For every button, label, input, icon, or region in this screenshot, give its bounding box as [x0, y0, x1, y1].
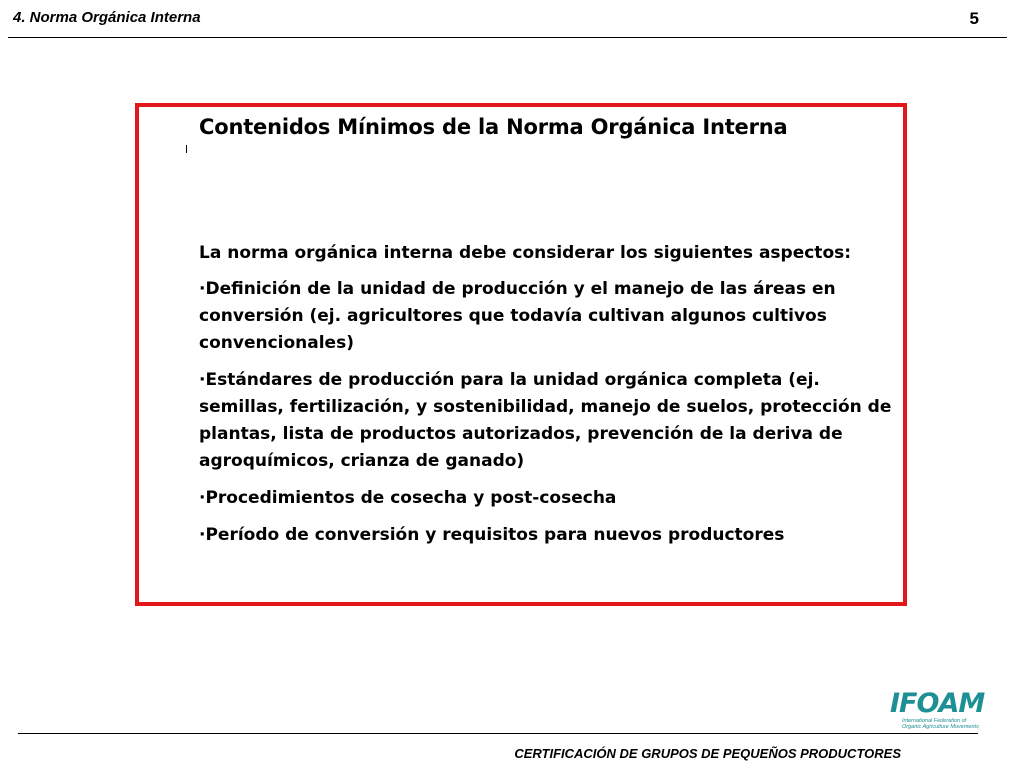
logo-wordmark: IFOAM	[890, 688, 985, 719]
page-number: 5	[969, 9, 979, 28]
logo-subtext-line1: International Federation of	[902, 718, 967, 724]
footer-divider	[18, 733, 978, 734]
intro-text: La norma orgánica interna debe considerar los siguientes aspectos:	[199, 243, 852, 263]
list-item: ·Procedimientos de cosecha y post-cosecha	[199, 488, 617, 508]
text-cursor-mark	[186, 145, 187, 153]
body-text	[199, 240, 899, 559]
slide-section-title: 4. Norma Orgánica Interna	[13, 9, 201, 26]
header-divider	[8, 37, 1007, 38]
list-item: ·Período de conversión y requisitos para nuevos productores	[199, 525, 785, 545]
list-item: ·Estándares de producción para la unidad orgánica completa (ej. semillas, fertilización, y sostenibilidad, manejo de suelos, protección de plantas, lista de productos autorizados, prevención de la deriva de agroquímicos, crianza de ganado)	[199, 370, 892, 471]
ifoam-logo	[890, 690, 988, 730]
logo-subtext-line2: Organic Agriculture Movements	[902, 724, 979, 730]
box-title: Contenidos Mínimos de la Norma Orgánica Interna	[199, 115, 788, 139]
footer-text: CERTIFICACIÓN DE GRUPOS DE PEQUEÑOS PRODUCTORES	[514, 746, 901, 761]
list-item: ·Definición de la unidad de producción y el manejo de las áreas en conversión (ej. agricultores que todavía cultivan algunos cultivos convencionales)	[199, 279, 836, 353]
